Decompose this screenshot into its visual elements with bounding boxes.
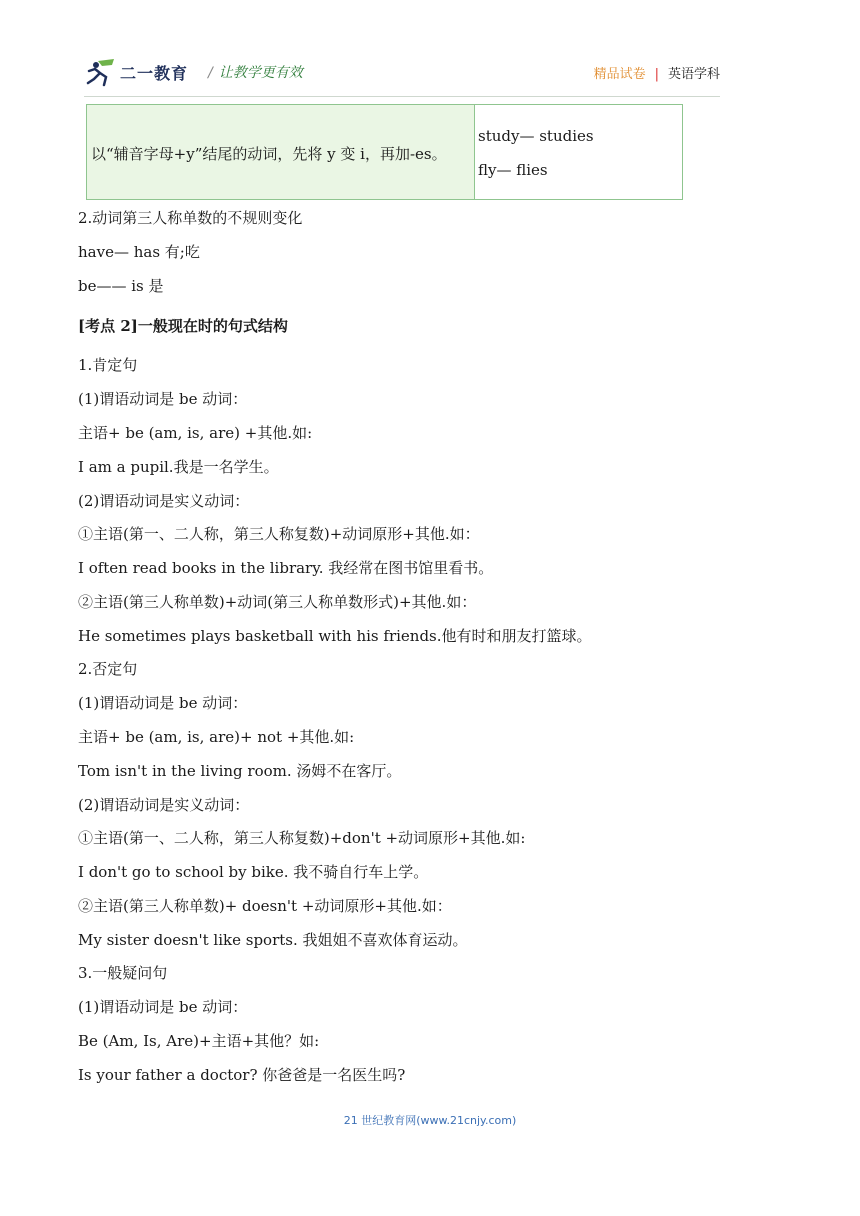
brand-logo bbox=[84, 57, 194, 87]
text-line: ②主语(第三人称单数)+动词(第三人称单数形式)+其他.如： bbox=[78, 593, 477, 611]
rule-table bbox=[86, 104, 683, 200]
text-line: Be (Am, Is, Are)+主语+其他？如: bbox=[78, 1032, 320, 1050]
slash-divider-icon: / bbox=[208, 65, 213, 81]
example-study: study— studies bbox=[478, 127, 594, 145]
rule-text: 以“辅音字母+y”结尾的动词，先将 y 变 i，再加-es。 bbox=[91, 145, 447, 163]
text-line: (1)谓语动词是 be 动词： bbox=[78, 694, 248, 712]
heading-irregular: 2.动词第三人称单数的不规则变化 bbox=[78, 209, 303, 227]
text-line: 2.否定句 bbox=[78, 660, 138, 678]
section-heading: [考点 2]一般现在时的句式结构 bbox=[78, 317, 288, 335]
logo-text: 二一教育 bbox=[120, 64, 189, 83]
tag-subject: 英语学科 bbox=[667, 67, 720, 82]
text-line: ①主语(第一、二人称，第三人称复数)+don't +动词原形+其他.如: bbox=[78, 829, 526, 847]
text-line: I am a pupil.我是一名学生。 bbox=[78, 458, 279, 476]
slogan-text: 让教学更有效 bbox=[218, 65, 303, 81]
text-line: He sometimes plays basketball with his friends.他有时和朋友打篮球。 bbox=[78, 627, 592, 645]
example-cell bbox=[475, 105, 682, 199]
text-line: 主语+ be (am, is, are) +其他.如: bbox=[78, 424, 313, 442]
header-divider bbox=[84, 96, 720, 97]
text-line: My sister doesn't like sports. 我姐姐不喜欢体育运动。 bbox=[78, 931, 468, 949]
runner-logo-icon bbox=[84, 57, 122, 87]
page-footer: 21 世纪教育网(www.21cnjy.com) bbox=[343, 1114, 517, 1127]
text-line: Is your father a doctor? 你爸爸是一名医生吗? bbox=[78, 1066, 406, 1084]
text-line: (1)谓语动词是 be 动词： bbox=[78, 390, 248, 408]
text-line: (2)谓语动词是实义动词： bbox=[78, 796, 250, 814]
tag-premium-paper: 精品试卷 bbox=[593, 67, 646, 82]
rule-cell bbox=[87, 105, 475, 199]
text-line: 1.肯定句 bbox=[78, 356, 138, 374]
text-line: (1)谓语动词是 be 动词： bbox=[78, 998, 248, 1016]
header-tags bbox=[594, 63, 720, 82]
text-line: (2)谓语动词是实义动词： bbox=[78, 492, 250, 510]
text-line: I don't go to school by bike. 我不骑自行车上学。 bbox=[78, 863, 429, 881]
example-fly: fly— flies bbox=[478, 161, 548, 179]
vertical-divider-icon: | bbox=[654, 67, 659, 82]
text-line: have— has 有;吃 bbox=[78, 243, 200, 261]
slogan bbox=[208, 62, 303, 82]
text-line: 主语+ be (am, is, are)+ not +其他.如: bbox=[78, 728, 355, 746]
text-line: I often read books in the library. 我经常在图书馆里看书。 bbox=[78, 559, 494, 577]
text-line: be—— is 是 bbox=[78, 277, 164, 295]
text-line: ②主语(第三人称单数)+ doesn't +动词原形+其他.如： bbox=[78, 897, 452, 915]
text-line: ①主语(第一、二人称，第三人称复数)+动词原形+其他.如： bbox=[78, 525, 480, 543]
text-line: Tom isn't in the living room. 汤姆不在客厅。 bbox=[78, 762, 402, 780]
text-line: 3.一般疑问句 bbox=[78, 964, 168, 982]
page-header bbox=[0, 0, 860, 100]
